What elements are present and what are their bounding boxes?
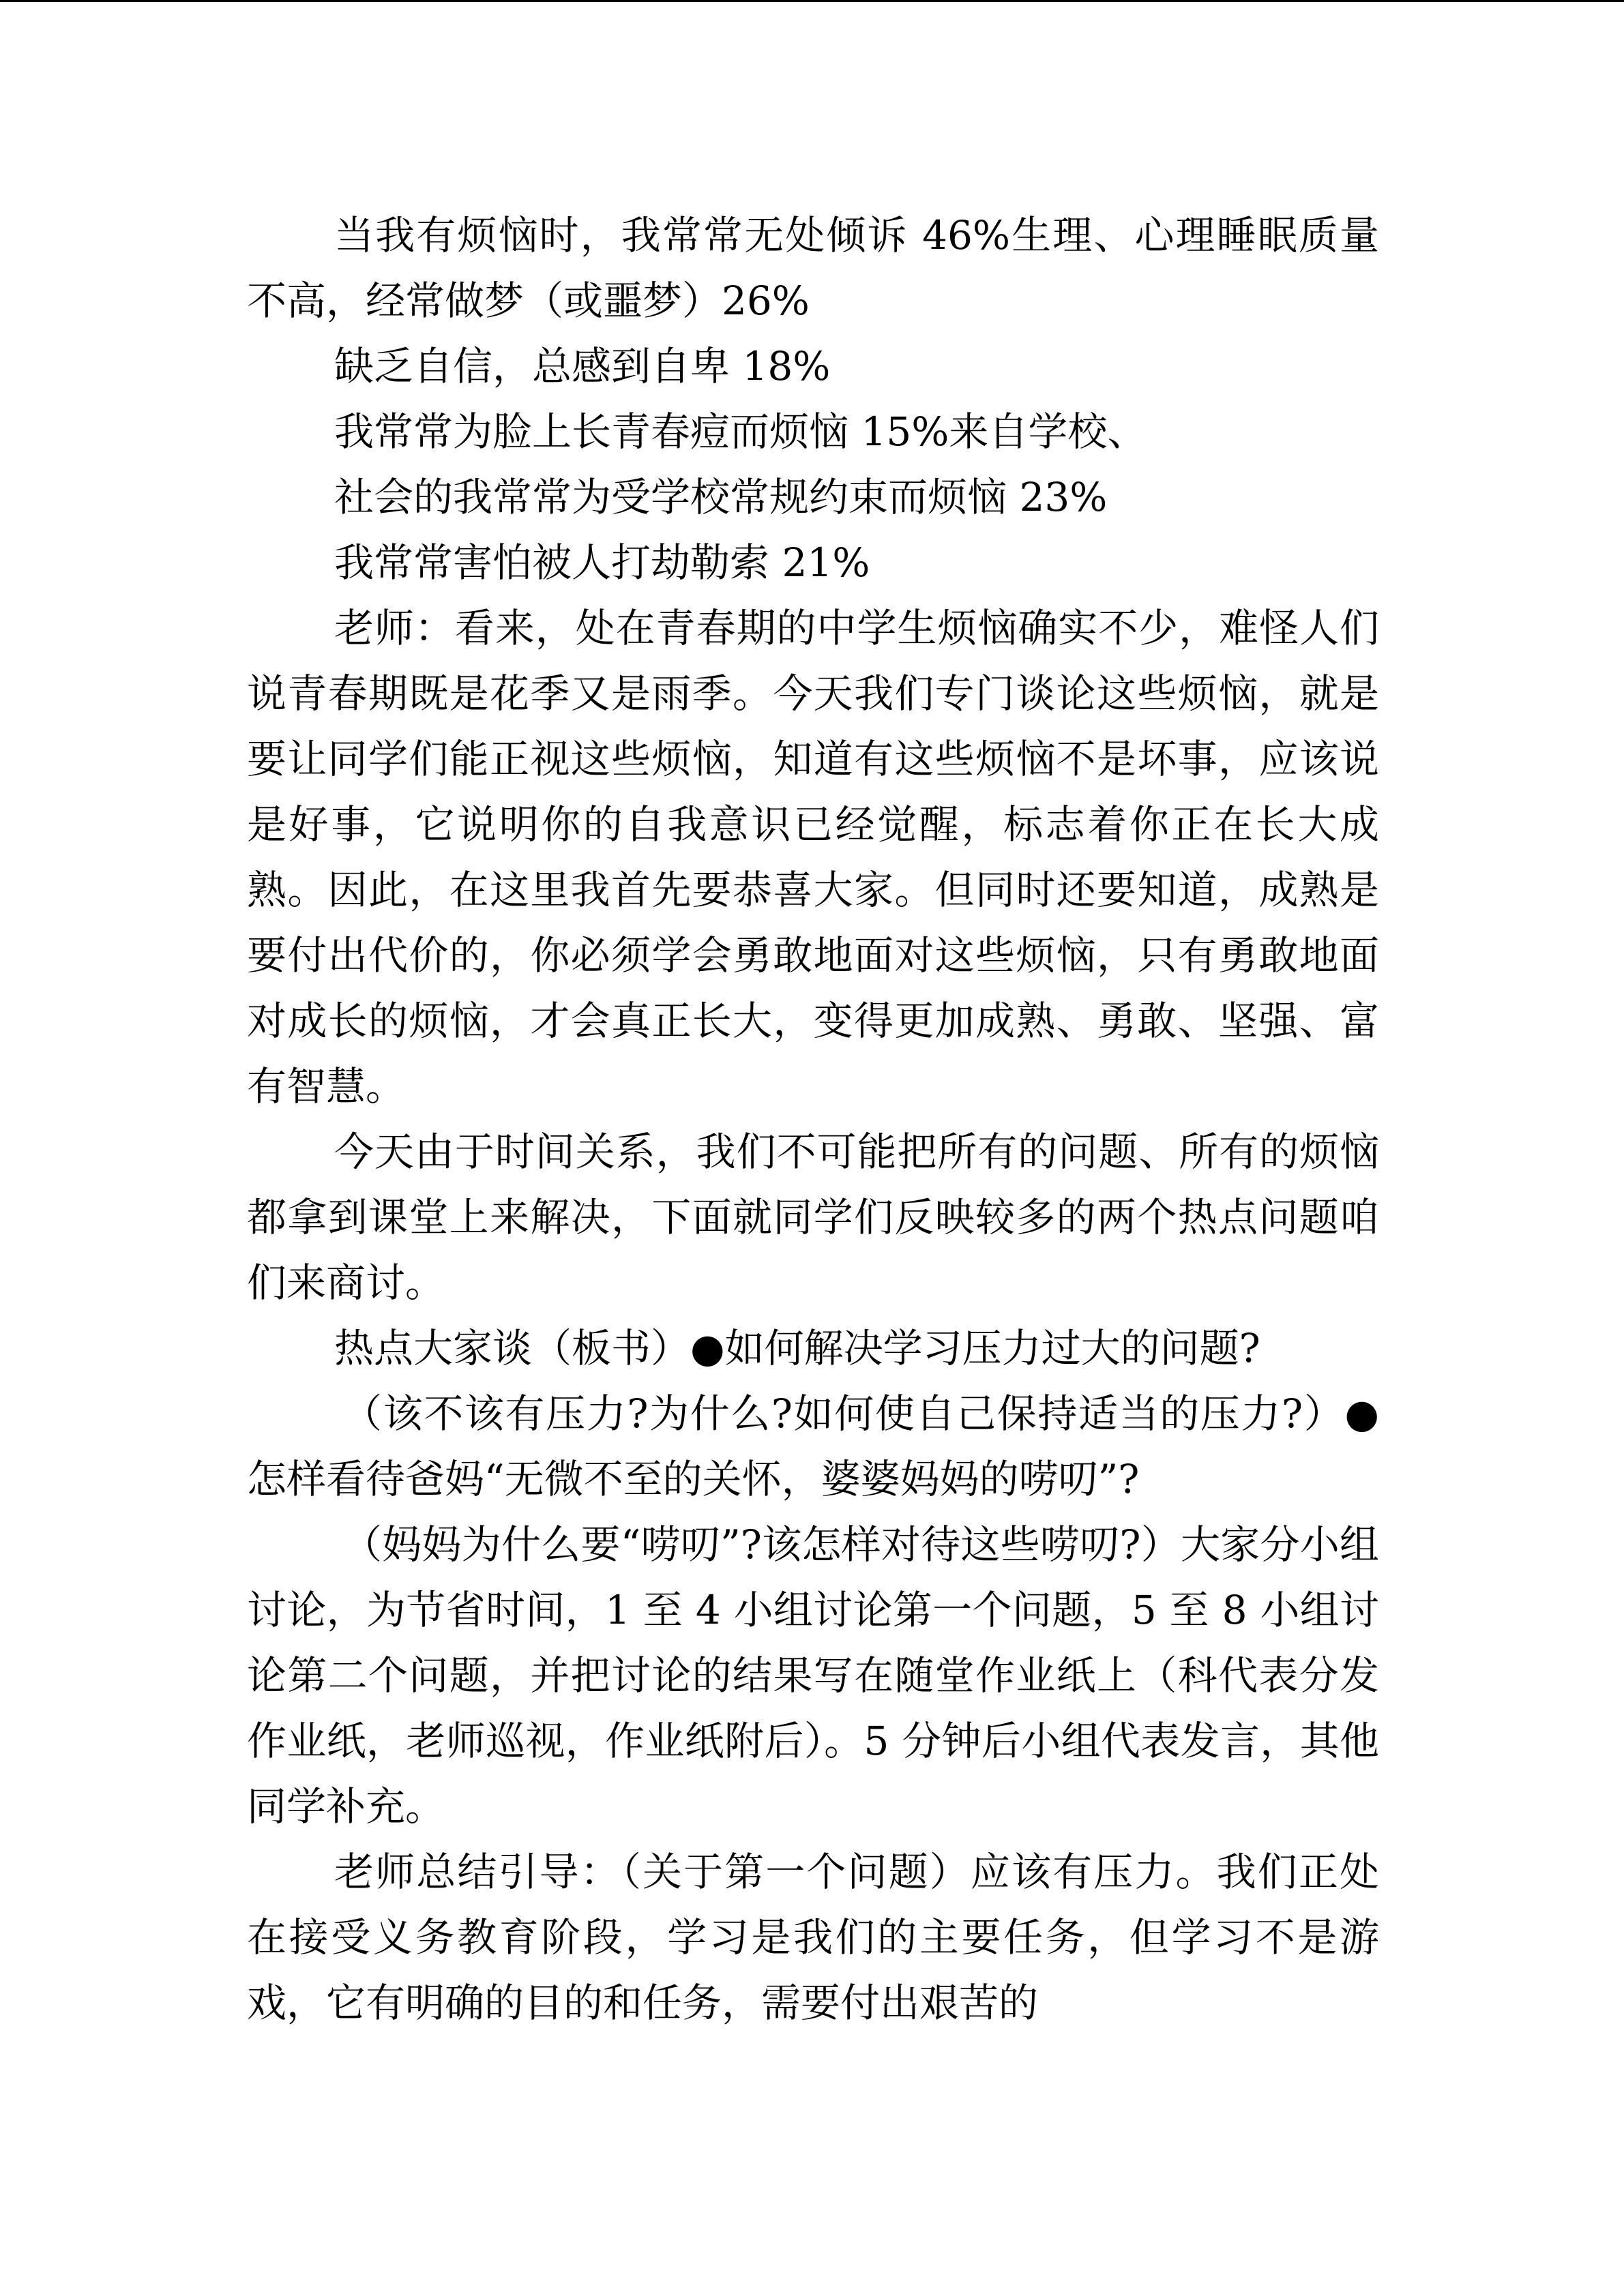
paragraph-teacher-summary: 老师总结引导：（关于第一个问题）应该有压力。我们正处在接受义务教育阶段，学习是我们的主要任务，但学习不是游戏，它有明确的目的和任务，需要付出艰苦的 <box>247 1849 1379 2026</box>
paragraph-extortion: 我常常害怕被人打劫勒索 21% <box>334 539 870 586</box>
paragraph-worries-sleep: 当我有烦恼时，我常常无处倾诉 46%生理、心理睡眠质量不高，经常做梦（或噩梦）26% <box>247 212 1379 324</box>
paragraph-acne: 我常常为脸上长青春痘而烦恼 15%来自学校、 <box>334 408 1147 455</box>
paragraph-self-confidence: 缺乏自信，总感到自卑 18% <box>334 343 831 389</box>
paragraph-group-discussion: （妈妈为什么要“唠叨”?该怎样对待这些唠叨?）大家分小组讨论，为节省时间，1 至 4 小组讨论第一个问题，5 至 8 小组讨论第二个问题，并把讨论的结果写在随堂作业纸上（科代表分发作业纸，老师巡视，作业纸附后）。5 分钟后小组代表发言，其他同学补充。 <box>247 1521 1379 1830</box>
paragraph-hot-topics: 热点大家谈（板书）●如何解决学习压力过大的问题? <box>334 1325 1260 1371</box>
paragraph-pressure-questions: （该不该有压力?为什么?如何使自己保持适当的压力?）●怎样看待爸妈“无微不至的关怀，婆婆妈妈的唠叨”? <box>247 1390 1379 1502</box>
paragraph-school-rules: 社会的我常常为受学校常规约束而烦恼 23% <box>334 474 1108 520</box>
document-body <box>247 203 1379 2036</box>
paragraph-time-constraint: 今天由于时间关系，我们不可能把所有的问题、所有的烦恼都拿到课堂上来解决，下面就同学们反映较多的两个热点问题咱们来商讨。 <box>247 1129 1379 1306</box>
paragraph-teacher-comment: 老师：看来，处在青春期的中学生烦恼确实不少，难怪人们说青春期既是花季又是雨季。今天我们专门谈论这些烦恼，就是要让同学们能正视这些烦恼，知道有这些烦恼不是坏事，应该说是好事，它说明你的自我意识已经觉醒，标志着你正在长大成熟。因此，在这里我首先要恭喜大家。但同时还要知道，成熟是要付出代价的，你必须学会勇敢地面对这些烦恼，只有勇敢地面对成长的烦恼，才会真正长大，变得更加成熟、勇敢、坚强、富有智慧。 <box>247 605 1379 1109</box>
